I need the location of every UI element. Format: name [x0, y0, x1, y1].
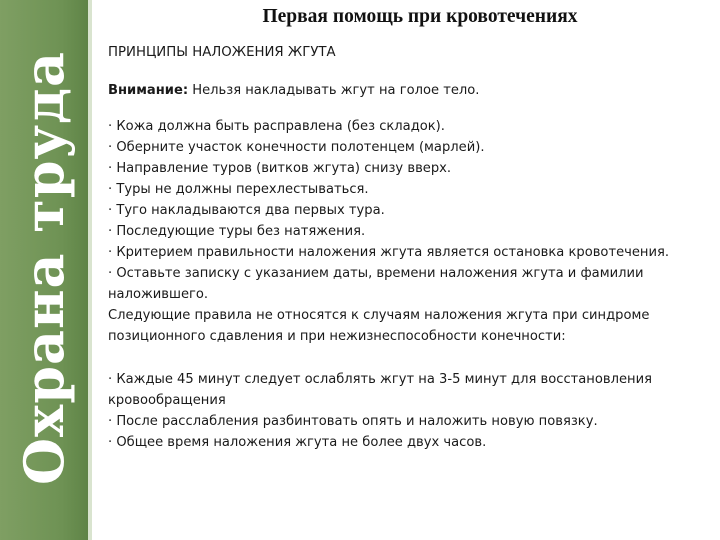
sidebar-panel: [0, 0, 88, 540]
warning-text: Нельзя накладывать жгут на голое тело.: [188, 83, 480, 98]
list-item: · Кожа должна быть расправлена (без складок).: [108, 119, 445, 134]
warning-label: Внимание:: [108, 83, 189, 98]
list-item: · Общее время наложения жгута не более двух часов.: [108, 435, 487, 450]
sidebar-divider: [88, 0, 92, 540]
rules-list: [108, 369, 708, 453]
sidebar-title: Охрана труда: [12, 50, 76, 486]
warning-line: [108, 80, 708, 101]
list-item: · Последующие туры без натяжения.: [108, 224, 366, 239]
slide-content: [108, 42, 708, 453]
list-item: · После расслабления разбинтовать опять и наложить новую повязку.: [108, 414, 598, 429]
list-item: · Критерием правильности наложения жгута является остановка кровотечения.: [108, 245, 670, 260]
list-item: · Направление туров (витков жгута) снизу вверх.: [108, 161, 452, 176]
section-heading: ПРИНЦИПЫ НАЛОЖЕНИЯ ЖГУТА: [108, 45, 336, 60]
list-item: · Туры не должны перехлестываться.: [108, 182, 369, 197]
list-item: · Оставьте записку с указанием даты, времени наложения жгута и фамилии наложившего.: [108, 266, 644, 302]
list-item: · Туго накладываются два первых тура.: [108, 203, 385, 218]
list-item: · Каждые 45 минут следует ослаблять жгут на 3-5 минут для восстановления кровообращения: [108, 372, 652, 408]
list-item: · Оберните участок конечности полотенцем (марлей).: [108, 140, 485, 155]
principles-list: [108, 116, 708, 305]
exception-note: Следующие правила не относятся к случаям наложения жгута при синдроме позиционного сдавления и при нежизнеспособности конечности:: [108, 308, 650, 344]
slide-title: Первая помощь при кровотечениях: [262, 6, 578, 27]
